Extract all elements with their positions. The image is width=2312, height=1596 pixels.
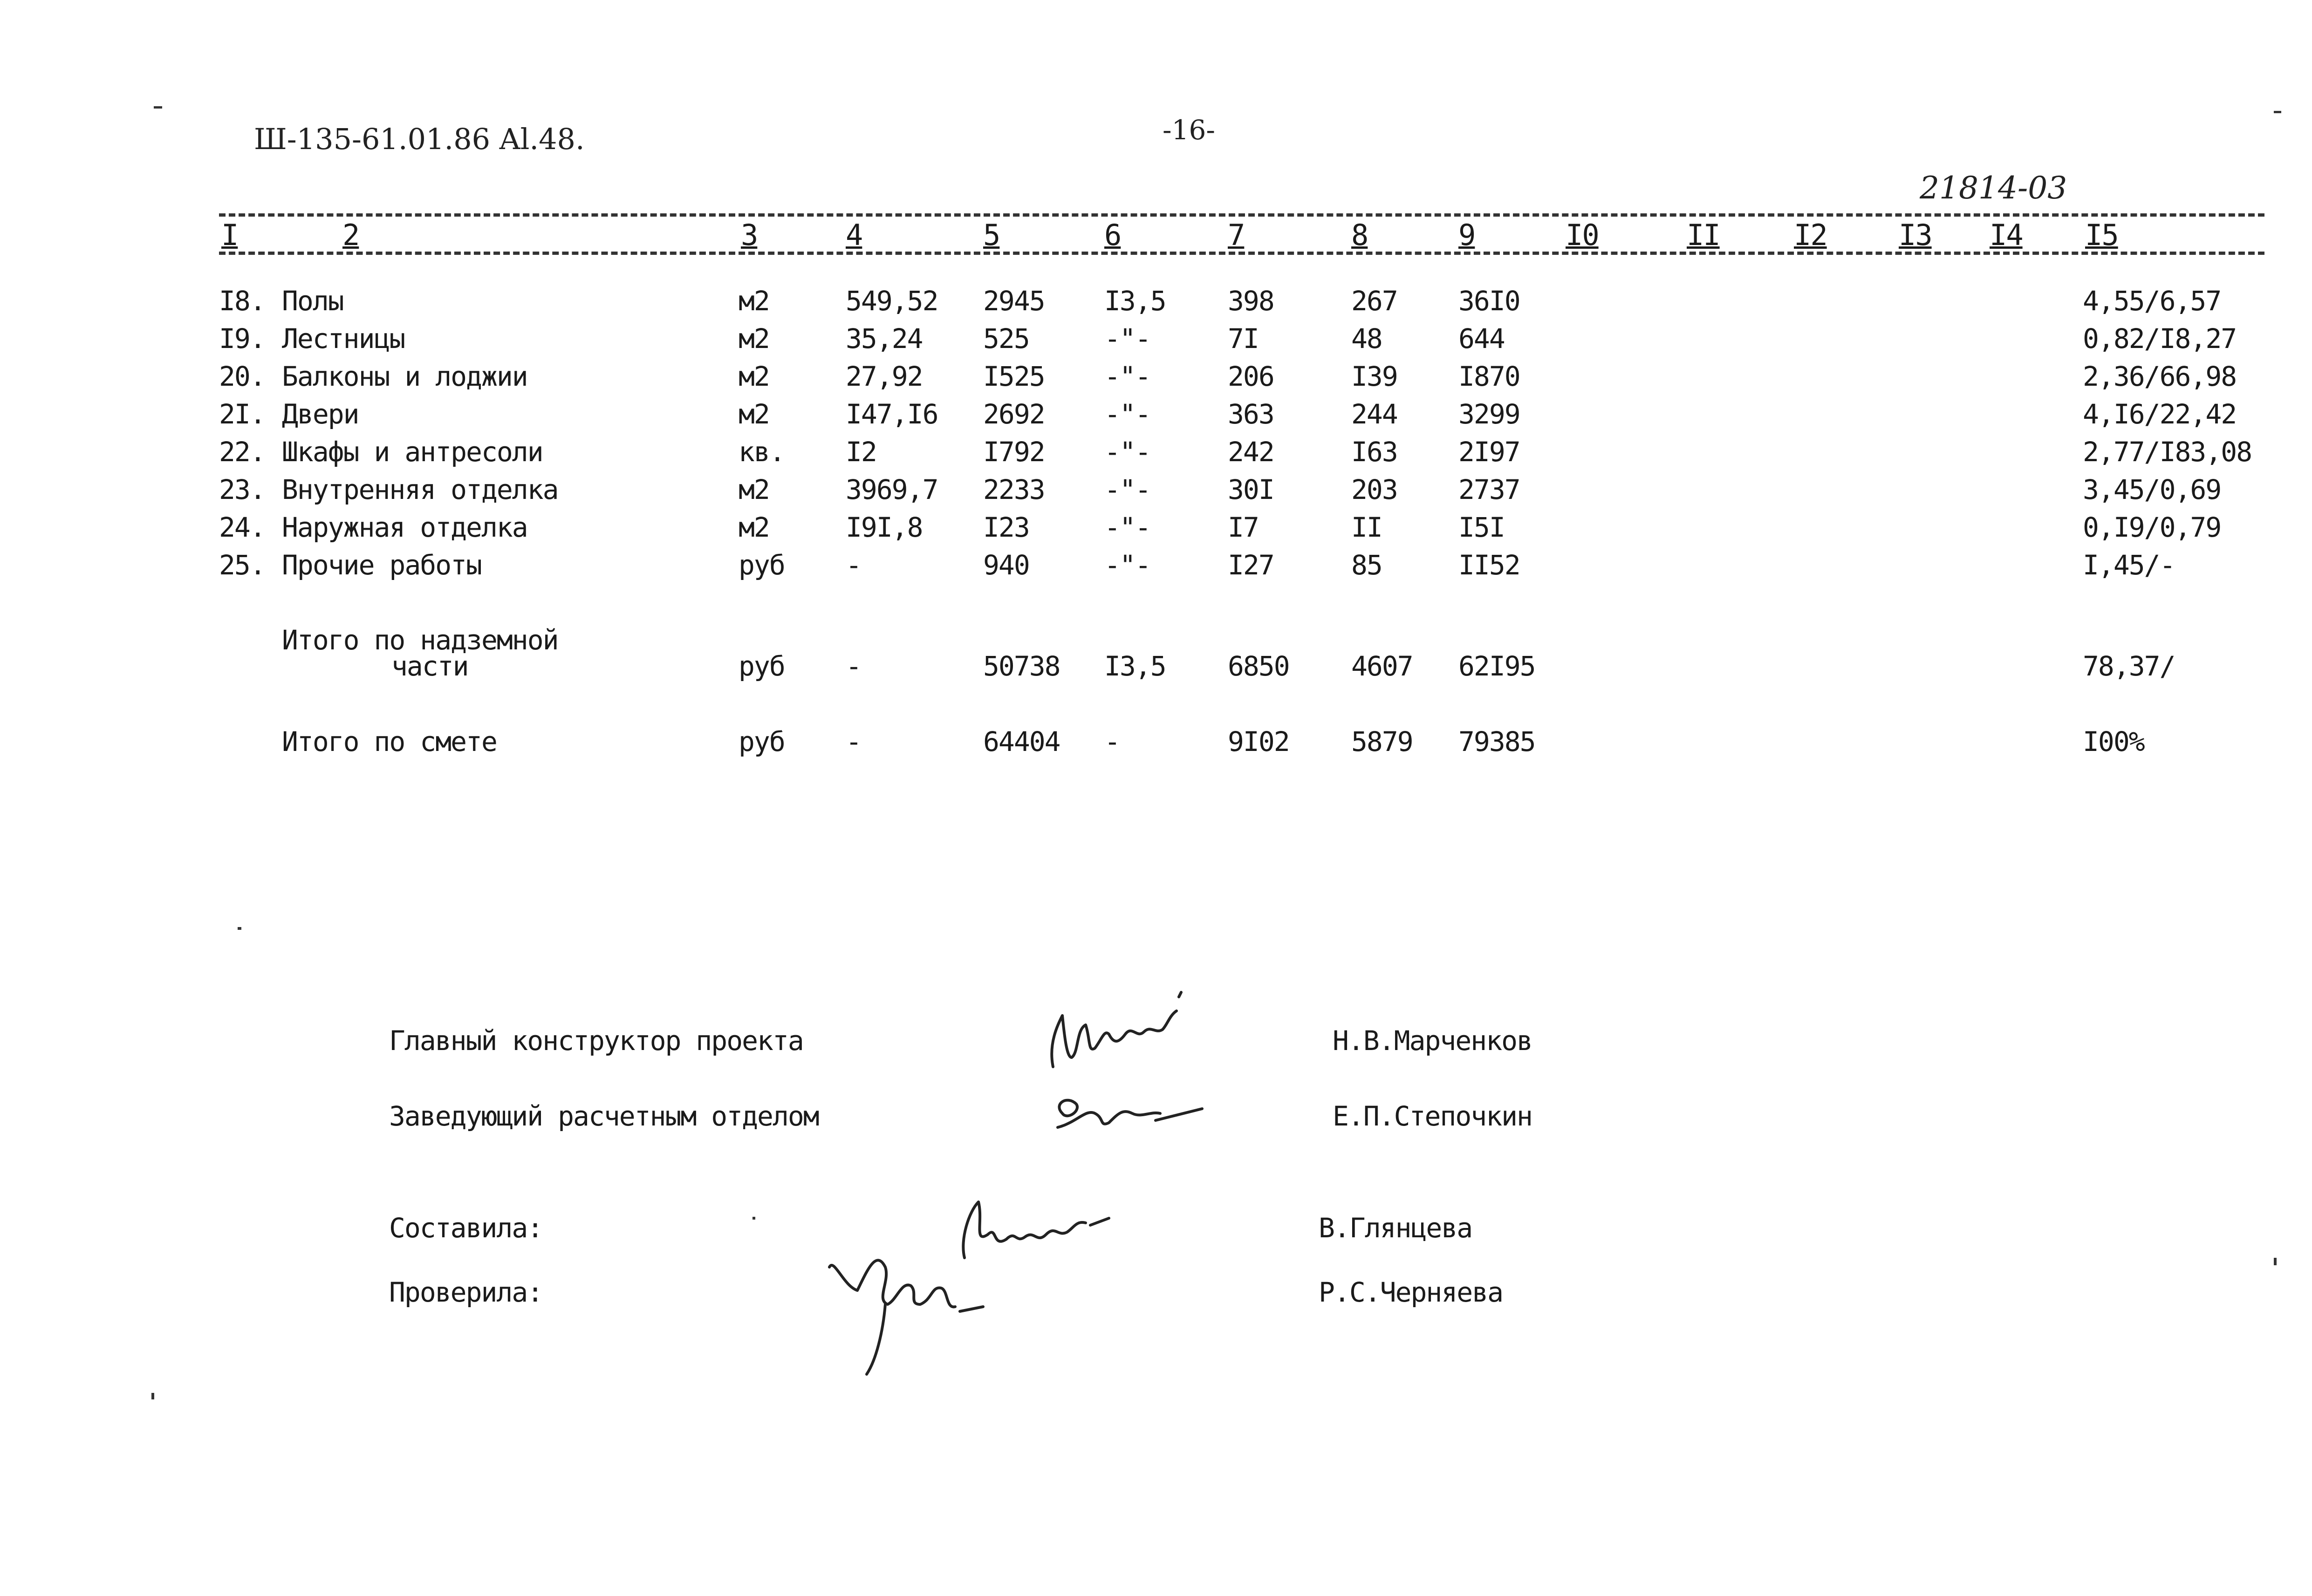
column-header: I3 <box>1899 218 1932 252</box>
row-col9: 3299 <box>1458 398 1520 430</box>
row-col5: I792 <box>983 436 1045 468</box>
column-header: I2 <box>1794 218 1827 252</box>
total-col15: I00% <box>2083 726 2144 757</box>
row-col7: 242 <box>1228 436 1274 468</box>
scan-speck <box>2274 111 2281 113</box>
signature-role: Заведующий расчетным отделом <box>389 1100 819 1132</box>
handwritten-signature <box>1044 988 1202 1081</box>
row-number: 23. <box>219 474 265 505</box>
row-unit: м2 <box>739 323 769 355</box>
row-col7: I7 <box>1228 512 1259 543</box>
row-col4: 549,52 <box>846 285 938 317</box>
row-col6: I3,5 <box>1104 285 1166 317</box>
column-header: 7 <box>1228 218 1245 252</box>
row-col4: 3969,7 <box>846 474 938 505</box>
total-col5: 50738 <box>983 650 1060 682</box>
row-col4: I47,I6 <box>846 398 938 430</box>
total-name: Итого по надземной <box>282 624 558 656</box>
row-col5: I23 <box>983 512 1029 543</box>
total-col5: 64404 <box>983 726 1060 757</box>
total-col6: I3,5 <box>1104 650 1166 682</box>
row-col15: 3,45/0,69 <box>2083 474 2221 505</box>
row-col6: -"- <box>1104 549 1150 581</box>
row-col6: -"- <box>1104 474 1150 505</box>
row-col8: 85 <box>1351 549 1382 581</box>
scan-speck <box>2274 1258 2277 1265</box>
signature-name: Е.П.Степочкин <box>1333 1100 1532 1132</box>
total-col8: 5879 <box>1351 726 1413 757</box>
column-header: 8 <box>1351 218 1368 252</box>
row-col5: I525 <box>983 361 1045 392</box>
row-unit: м2 <box>739 474 769 505</box>
row-col15: 2,77/I83,08 <box>2083 436 2252 468</box>
row-number: 20. <box>219 361 265 392</box>
row-col15: 4,55/6,57 <box>2083 285 2221 317</box>
row-name: Шкафы и антресоли <box>282 436 543 468</box>
column-header: 4 <box>846 218 862 252</box>
row-col15: I,45/- <box>2083 549 2175 581</box>
row-name: Балконы и лоджии <box>282 361 527 392</box>
row-unit: м2 <box>739 285 769 317</box>
row-col8: 203 <box>1351 474 1397 505</box>
signature-role: Главный конструктор проекта <box>389 1025 803 1057</box>
scan-speck <box>154 106 162 109</box>
row-col8: I39 <box>1351 361 1397 392</box>
scan-speck <box>151 1393 154 1399</box>
row-col15: 4,I6/22,42 <box>2083 398 2237 430</box>
row-number: 25. <box>219 549 265 581</box>
row-col9: I5I <box>1458 512 1505 543</box>
column-header: 6 <box>1104 218 1121 252</box>
row-col8: II <box>1351 512 1382 543</box>
row-name: Прочие работы <box>282 549 481 581</box>
total-col6: - <box>1104 726 1120 757</box>
total-unit: руб <box>739 650 785 682</box>
row-col5: 525 <box>983 323 1029 355</box>
row-col4: I2 <box>846 436 876 468</box>
inventory-number: 21814-03 <box>1920 170 2067 206</box>
row-col5: 2945 <box>983 285 1045 317</box>
page-number: -16- <box>1163 114 1215 146</box>
row-name: Внутренняя отделка <box>282 474 558 505</box>
signature-name: Р.С.Черняева <box>1319 1276 1503 1308</box>
row-col5: 2233 <box>983 474 1045 505</box>
row-col4: 35,24 <box>846 323 923 355</box>
column-header: 9 <box>1458 218 1475 252</box>
column-header: 3 <box>741 218 758 252</box>
row-col7: 398 <box>1228 285 1274 317</box>
signature-role: Проверила: <box>389 1276 543 1308</box>
document-code: Ш-135-61.01.86 Al.48. <box>254 122 585 156</box>
column-header: I0 <box>1566 218 1599 252</box>
column-header: II <box>1687 218 1720 252</box>
row-col7: 7I <box>1228 323 1259 355</box>
row-col7: 30I <box>1228 474 1274 505</box>
row-unit: кв. <box>739 436 785 468</box>
total-col9: 62I95 <box>1458 650 1535 682</box>
row-unit: м2 <box>739 398 769 430</box>
row-col9: 2I97 <box>1458 436 1520 468</box>
total-unit: руб <box>739 726 785 757</box>
row-col6: -"- <box>1104 398 1150 430</box>
row-number: 22. <box>219 436 265 468</box>
handwritten-signature <box>820 1230 1016 1384</box>
row-unit: м2 <box>739 361 769 392</box>
handwritten-signature <box>1048 1085 1216 1141</box>
row-col9: 644 <box>1458 323 1505 355</box>
signature-role: Составила: <box>389 1212 543 1244</box>
row-col15: 2,36/66,98 <box>2083 361 2237 392</box>
row-unit: руб <box>739 549 785 581</box>
row-col4: 27,92 <box>846 361 923 392</box>
row-col6: -"- <box>1104 512 1150 543</box>
row-number: I9. <box>219 323 265 355</box>
scan-speck <box>752 1217 755 1220</box>
row-col6: -"- <box>1104 323 1150 355</box>
column-header: I4 <box>1990 218 2023 252</box>
row-number: 2I. <box>219 398 265 430</box>
row-col5: 940 <box>983 549 1029 581</box>
column-header: I <box>221 218 238 252</box>
row-col6: -"- <box>1104 436 1150 468</box>
signature-name: Н.В.Марченков <box>1333 1025 1532 1057</box>
total-col9: 79385 <box>1458 726 1535 757</box>
total-col15: 78,37/ <box>2083 650 2175 682</box>
row-number: I8. <box>219 285 265 317</box>
table-top-rule <box>219 213 2264 217</box>
row-col9: II52 <box>1458 549 1520 581</box>
row-col15: 0,I9/0,79 <box>2083 512 2221 543</box>
signature-name: В.Глянцева <box>1319 1212 1472 1244</box>
row-col7: I27 <box>1228 549 1274 581</box>
row-name: Наружная отделка <box>282 512 527 543</box>
row-unit: м2 <box>739 512 769 543</box>
row-col6: -"- <box>1104 361 1150 392</box>
row-col4: I9I,8 <box>846 512 923 543</box>
row-col15: 0,82/I8,27 <box>2083 323 2237 355</box>
row-col8: 244 <box>1351 398 1397 430</box>
column-header: I5 <box>2085 218 2118 252</box>
total-col8: 4607 <box>1351 650 1413 682</box>
scan-speck <box>238 927 241 930</box>
row-col8: 267 <box>1351 285 1397 317</box>
row-name: Двери <box>282 398 359 430</box>
row-col7: 206 <box>1228 361 1274 392</box>
row-col8: I63 <box>1351 436 1397 468</box>
row-col9: 36I0 <box>1458 285 1520 317</box>
row-name: Лестницы <box>282 323 405 355</box>
total-col7: 6850 <box>1228 650 1289 682</box>
total-name: Итого по смете <box>282 726 497 757</box>
total-name-continued: части <box>391 650 468 682</box>
row-col9: I870 <box>1458 361 1520 392</box>
row-col8: 48 <box>1351 323 1382 355</box>
table-header-rule <box>219 252 2264 255</box>
total-col7: 9I02 <box>1228 726 1289 757</box>
total-col4: - <box>846 650 861 682</box>
row-col7: 363 <box>1228 398 1274 430</box>
total-col4: - <box>846 726 861 757</box>
column-header: 5 <box>983 218 1000 252</box>
column-header: 2 <box>342 218 359 252</box>
row-col5: 2692 <box>983 398 1045 430</box>
row-col4: - <box>846 549 861 581</box>
row-number: 24. <box>219 512 265 543</box>
row-name: Полы <box>282 285 343 317</box>
row-col9: 2737 <box>1458 474 1520 505</box>
